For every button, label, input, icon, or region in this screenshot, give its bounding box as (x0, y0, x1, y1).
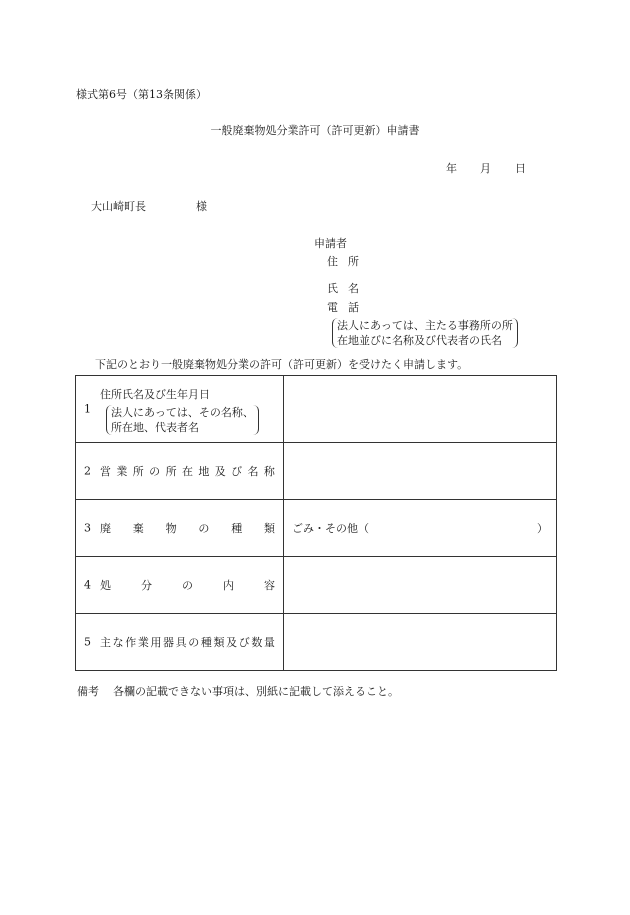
row1-note-line1: 法人にあっては、その名称、 (111, 406, 254, 419)
date-year-label: 年 (446, 162, 457, 175)
date-day-label: 日 (515, 162, 526, 175)
table-row (76, 557, 557, 614)
row-number: 5 (84, 635, 91, 649)
remarks (77, 683, 399, 699)
address-name-birthdate-field[interactable] (284, 376, 557, 443)
table-row (76, 376, 557, 443)
row5-label-cell (76, 614, 284, 671)
row3-label-cell (76, 500, 284, 557)
row-label: 営 業 所 の 所 在 地 及 び 名 称 (100, 465, 275, 478)
disposal-content-field[interactable] (284, 557, 557, 614)
waste-type-prefix: ごみ・その他（ (292, 522, 369, 535)
applicant-note-line1: 法人にあっては、主たる事務所の所 (337, 319, 513, 332)
intro-text: 下記のとおり一般廃棄物処分業の許可（許可更新）を受けたく申請します。 (95, 358, 469, 371)
row-number: 3 (84, 521, 91, 535)
row1-note-line2: 所在地、代表者名 (111, 421, 199, 434)
address-label: 住所 (327, 255, 369, 268)
applicant-note-line2: 在地並びに名称及び代表者の氏名 (337, 334, 502, 347)
row1-label-cell (76, 376, 284, 443)
name-label: 氏名 (327, 282, 369, 295)
table-row (76, 443, 557, 500)
form-number: 様式第6号（第13条関係） (76, 88, 207, 101)
table-row (76, 614, 557, 671)
row-label: 処 分 の 内 容 (100, 579, 275, 592)
remarks-text: 各欄の記載できない事項は、別紙に記載して添えること。 (113, 685, 399, 698)
equipment-types-quantity-field[interactable] (284, 614, 557, 671)
applicant-heading: 申請者 (314, 237, 347, 250)
phone-label: 電話 (327, 301, 369, 314)
table-row (76, 500, 557, 557)
waste-type-suffix: ） (537, 522, 548, 535)
row-number: 2 (84, 464, 91, 478)
row-label: 廃 棄 物 の 種 類 (100, 522, 275, 535)
row2-label-cell (76, 443, 284, 500)
waste-type-field[interactable] (284, 500, 557, 557)
document-title: 一般廃棄物処分業許可（許可更新）申請書 (210, 124, 420, 137)
date-month-label: 月 (480, 162, 491, 175)
addressee-name: 大山崎町長 (91, 200, 146, 213)
row-number: 4 (84, 578, 91, 592)
remarks-label: 備考 (77, 685, 99, 698)
applicant-corporation-note (332, 318, 518, 348)
row-label: 住所氏名及び生年月日 (100, 388, 210, 401)
row1-corporation-note (106, 405, 259, 435)
addressee-honorific: 様 (196, 200, 207, 213)
application-table (75, 375, 557, 671)
row-label: 主 な 作 業 用 器 具 の 種 類 及 び 数 量 (100, 636, 275, 649)
row4-label-cell (76, 557, 284, 614)
row-number: 1 (84, 402, 91, 416)
office-location-name-field[interactable] (284, 443, 557, 500)
